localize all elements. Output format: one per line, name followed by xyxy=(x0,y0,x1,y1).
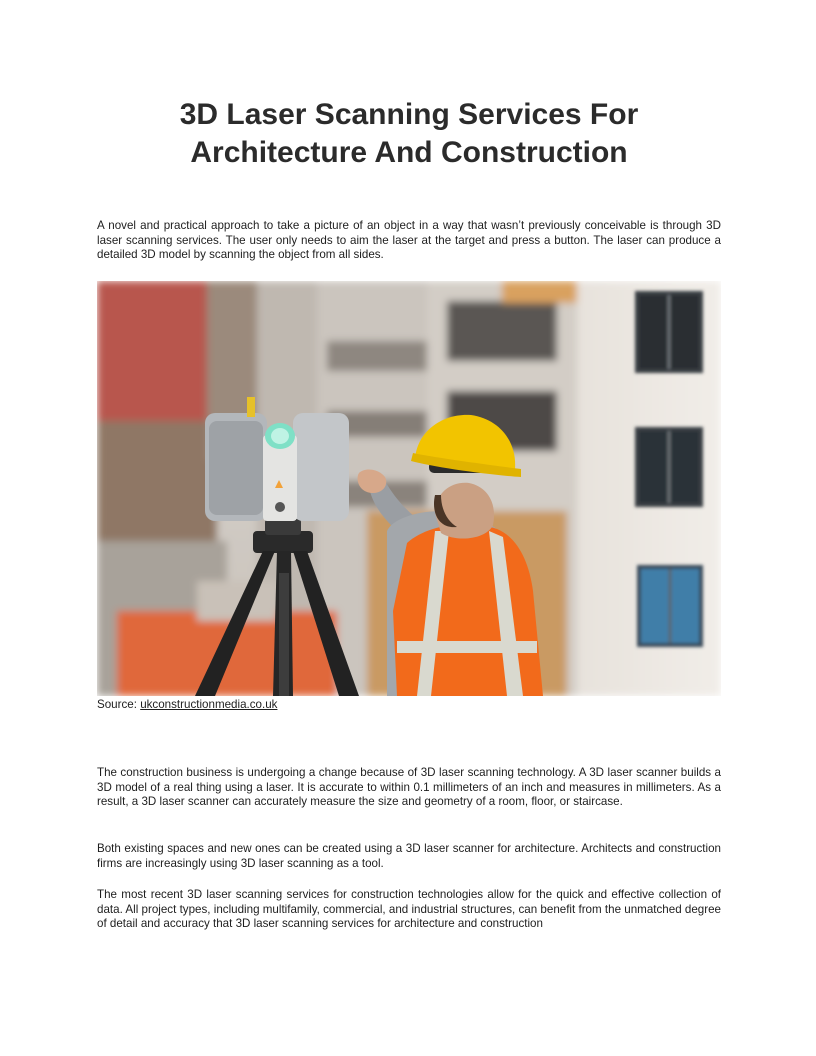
image-source xyxy=(97,698,277,712)
document-title xyxy=(97,96,721,172)
source-link[interactable]: ukconstructionmedia.co.uk xyxy=(140,698,278,711)
building-windows xyxy=(635,291,703,647)
title-line-2: Architecture And Construction xyxy=(190,136,628,169)
source-label: Source: xyxy=(97,698,141,711)
paragraph-recent-services: The most recent 3D laser scanning services for construction technologies allow for the quick and effective collection of data. All project types, including multifamily, commercial, and industrial structures, can benefit from the unmatched degree of detail and accuracy that 3D laser scanning services for architecture and construction xyxy=(97,888,721,931)
paragraph-intro: A novel and practical approach to take a picture of an object in a way that wasn’t previously conceivable is through 3D laser scanning services. The user only needs to aim the laser at the target and press a button. The laser can produce a detailed 3D model by scanning the object from all sides. xyxy=(97,219,721,262)
paragraph-architecture: Both existing spaces and new ones can be created using a 3D laser scanner for architecture. Architects and construction firms are increasingly using 3D laser scanning as a tool. xyxy=(97,842,721,870)
scanner-photo xyxy=(97,281,721,696)
paragraph-technology: The construction business is undergoing a change because of 3D laser scanning technology. A 3D laser scanner builds a 3D model of a real thing using a laser. It is accurate to within 0.1 millimeters of an inch and measures in millimeters. As a result, a 3D laser scanner can accurately measure the size and geometry of a room, floor, or staircase. xyxy=(97,766,721,809)
title-line-1: 3D Laser Scanning Services For xyxy=(179,98,639,131)
